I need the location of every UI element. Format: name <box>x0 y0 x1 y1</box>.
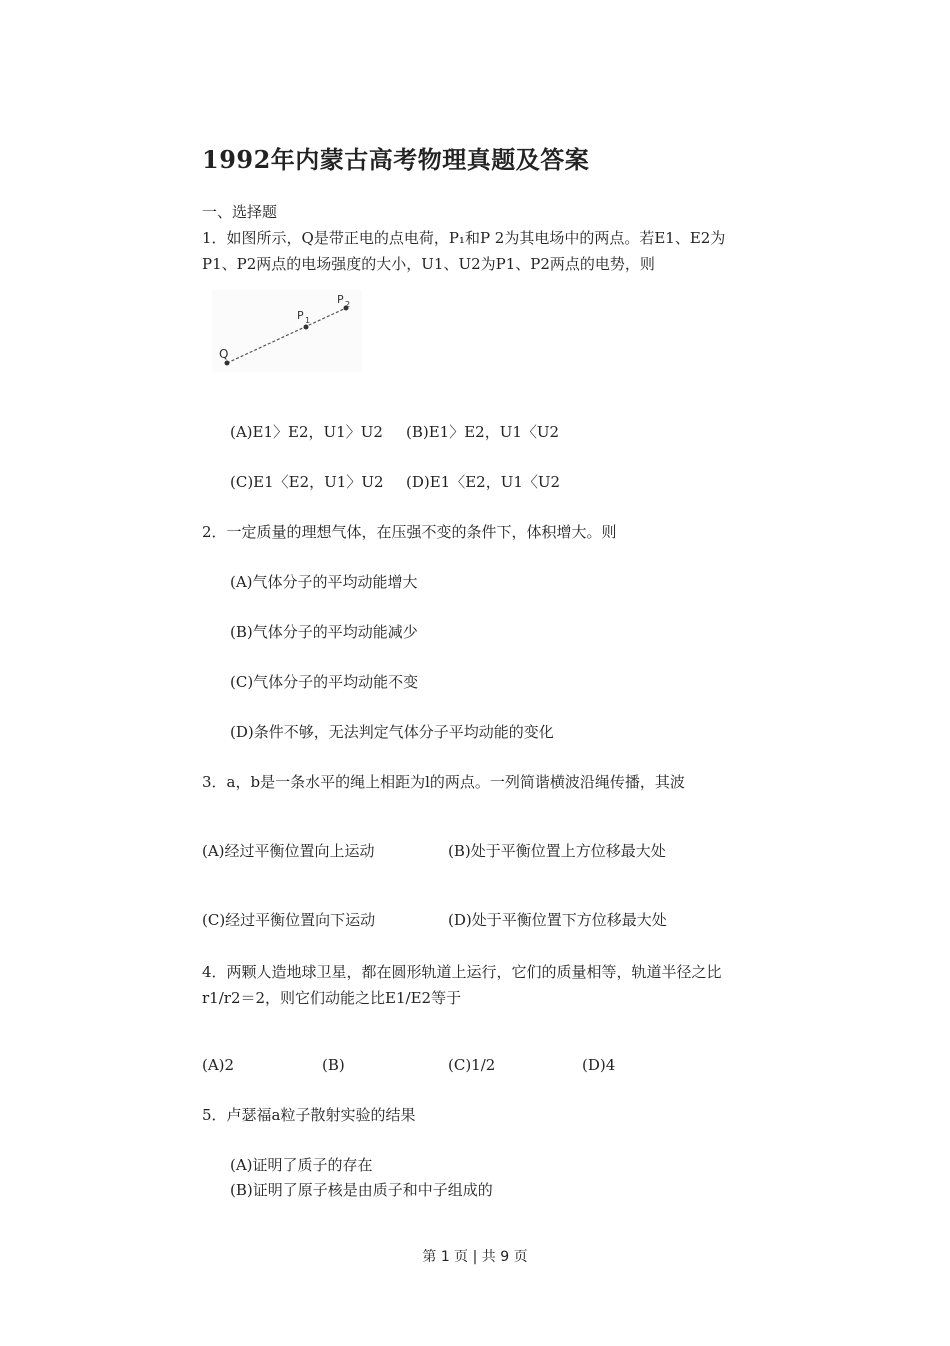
q2-option-a: (A)气体分子的平均动能增大 <box>230 573 418 591</box>
q4-stem-line1: 4．两颗人造地球卫星，都在圆形轨道上运行，它们的质量相等，轨道半径之比 <box>202 963 722 981</box>
q1-option-a: (A)E1〉E2，U1〉U2 <box>230 423 383 441</box>
q3-option-d: (D)处于平衡位置下方位移最大处 <box>448 911 667 929</box>
page-footer: 第 1 页 | 共 9 页 <box>422 1249 528 1265</box>
charge-q-dot <box>225 361 230 366</box>
q1-field-diagram <box>212 290 362 372</box>
q2-stem: 2．一定质量的理想气体，在压强不变的条件下，体积增大。则 <box>202 523 617 541</box>
label-p2: P <box>337 293 344 306</box>
q5-stem: 5．卢瑟福a粒子散射实验的结果 <box>202 1106 416 1124</box>
q1-option-d: (D)E1〈E2，U1〈U2 <box>406 473 561 491</box>
q4-option-c: (C)1/2 <box>448 1056 496 1074</box>
q5-option-b: (B)证明了原子核是由质子和中子组成的 <box>230 1181 493 1199</box>
point-p1-dot <box>304 325 309 330</box>
q4-option-a: (A)2 <box>202 1056 235 1074</box>
q4-stem-line2: r1/r2＝2，则它们动能之比E1/E2等于 <box>202 989 462 1007</box>
q1-option-b: (B)E1〉E2，U1〈U2 <box>406 423 560 441</box>
q3-option-b: (B)处于平衡位置上方位移最大处 <box>448 842 666 860</box>
q1-stem-line2: P1、P2两点的电场强度的大小，U1、U2为P1、P2两点的电势，则 <box>202 255 655 273</box>
label-p1-sub: 1 <box>305 316 311 325</box>
label-p1: P <box>297 309 304 322</box>
q2-option-d: (D)条件不够，无法判定气体分子平均动能的变化 <box>230 723 554 741</box>
q3-option-c: (C)经过平衡位置向下运动 <box>202 911 376 929</box>
q3-stem: 3．a，b是一条水平的绳上相距为l的两点。一列简谐横波沿绳传播，其波 <box>202 773 685 791</box>
q2-option-c: (C)气体分子的平均动能不变 <box>230 673 419 691</box>
section-heading: 一、选择题 <box>202 203 278 221</box>
q1-option-c: (C)E1〈E2，U1〉U2 <box>230 473 384 491</box>
page-title: 1992年内蒙古高考物理真题及答案 <box>202 145 590 174</box>
q1-stem-line1: 1．如图所示，Q是带正电的点电荷，P₁和P 2为其电场中的两点。若E1、E2为 <box>202 229 726 247</box>
q5-option-a: (A)证明了质子的存在 <box>230 1156 373 1174</box>
q4-option-d: (D)4 <box>582 1056 616 1074</box>
q3-option-a: (A)经过平衡位置向上运动 <box>202 842 375 860</box>
q2-option-b: (B)气体分子的平均动能减少 <box>230 623 418 641</box>
label-p2-sub: 2 <box>345 300 351 309</box>
label-q: Q <box>219 347 229 361</box>
q4-option-b: (B) <box>322 1056 345 1074</box>
